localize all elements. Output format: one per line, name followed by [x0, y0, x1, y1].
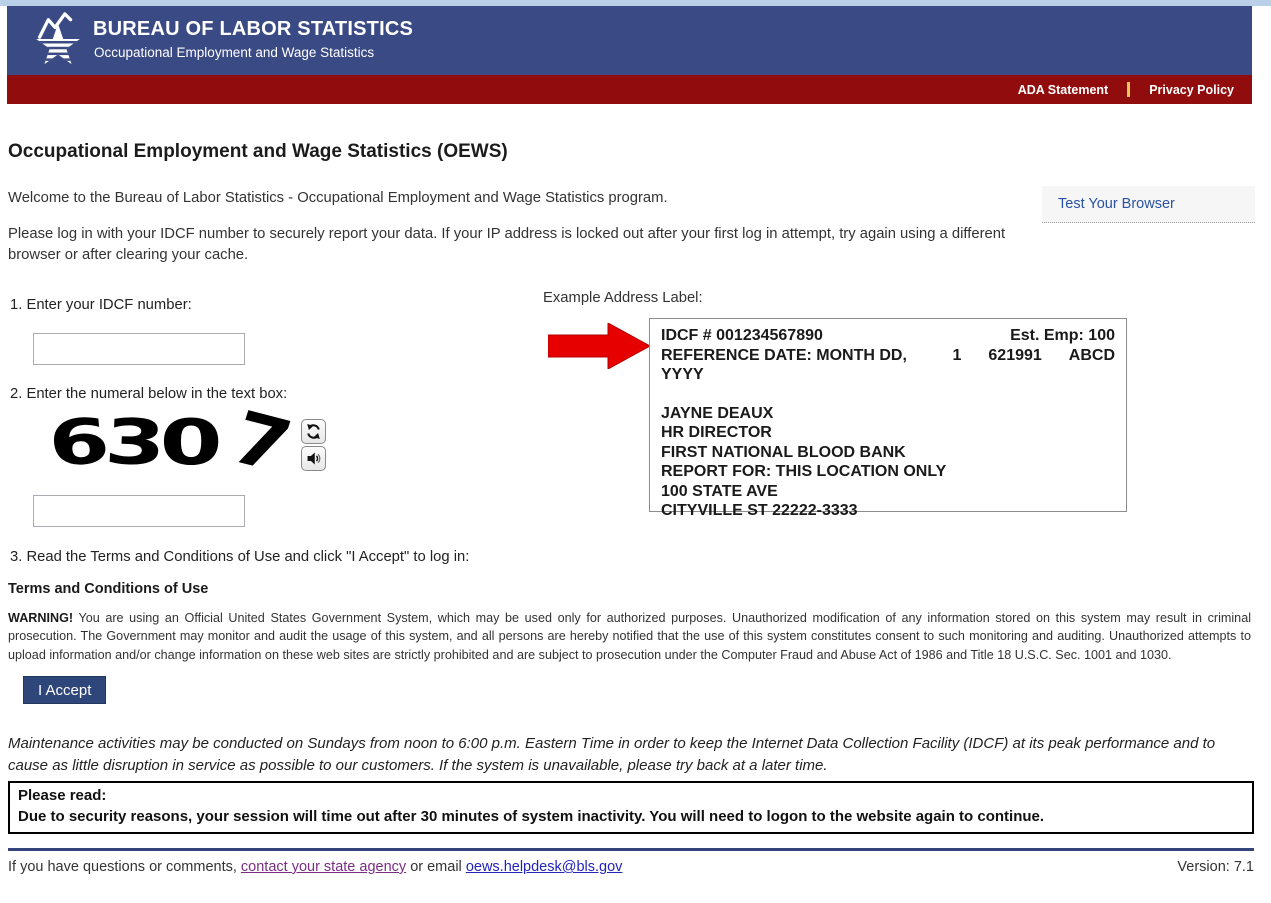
captcha-digit: 0	[159, 407, 223, 479]
test-your-browser-box	[1042, 186, 1255, 223]
example-address-label-caption: Example Address Label:	[543, 290, 703, 306]
privacy-policy-link[interactable]: Privacy Policy	[1149, 82, 1234, 97]
bls-logo	[29, 10, 87, 70]
page-title: Occupational Employment and Wage Statistics (OEWS)	[8, 141, 508, 162]
step3-label: 3. Read the Terms and Conditions of Use and click "I Accept" to log in:	[10, 549, 470, 565]
captcha-digit: 6	[45, 405, 113, 481]
please-read-body: Due to security reasons, your session will time out after 30 minutes of system inactivity. You will need to logon to the website again to continue.	[18, 808, 1045, 825]
speaker-icon	[305, 450, 322, 467]
captcha-audio-button[interactable]	[301, 446, 326, 471]
footer-text-middle: or email	[406, 859, 466, 875]
please-read-title: Please read:	[18, 787, 107, 804]
footer-text-prefix: If you have questions or comments,	[8, 859, 241, 875]
ref-value-2: 621991	[988, 346, 1042, 364]
warning-text: You are using an Official United States Government System, which may be used only for authorized purposes. Unauthorized modification of any information stored on this system may result in criminal prosecution. The Government may monitor and audit the usage of this system, and all persons are hereby notified that the use of this system constitutes consent to such monitoring and auditing. Unauthorized attempts to upload information and/or change information on these web sites are strictly prohibited and are subject to prosecution under the Computer Fraud and Abuse Act of 1986 and Title 18 U.S.C. Sec. 1001 and 1030.	[8, 611, 1251, 662]
ref-value-1: 1	[952, 346, 962, 364]
est-emp-value: Est. Emp: 100	[1010, 327, 1115, 344]
footer	[8, 859, 622, 875]
recipient-line: FIRST NATIONAL BLOOD BANK	[661, 443, 906, 461]
banner-separator	[1127, 82, 1130, 97]
welcome-text: Welcome to the Bureau of Labor Statistics - Occupational Employment and Wage Statistics program.	[8, 190, 668, 206]
contact-state-agency-link[interactable]: contact your state agency	[240, 859, 407, 875]
captcha-digit: 7	[221, 396, 301, 490]
recipient-line: JAYNE DEAUX	[661, 404, 774, 422]
site-subtitle: Occupational Employment and Wage Statistics	[94, 45, 375, 60]
recipient-address-block	[661, 404, 1115, 521]
idcf-number-example: IDCF # 001234567890	[661, 327, 823, 344]
recipient-line: 100 STATE AVE	[661, 482, 778, 500]
ada-statement-link[interactable]: ADA Statement	[1017, 82, 1109, 97]
bls-masthead	[7, 6, 1252, 75]
warning-paragraph	[8, 609, 1251, 664]
reference-values	[952, 346, 1115, 385]
idcf-number-input[interactable]	[33, 333, 245, 365]
test-your-browser-link[interactable]: Test Your Browser	[1058, 196, 1175, 212]
address-idcf-row	[661, 326, 1115, 346]
captcha-refresh-button[interactable]	[301, 419, 326, 444]
captcha-input[interactable]	[33, 495, 245, 527]
example-address-label	[649, 318, 1127, 519]
reference-date-text: REFERENCE DATE: MONTH DD, YYYY	[661, 346, 907, 383]
recipient-line: HR DIRECTOR	[661, 424, 772, 441]
recipient-line: CITYVILLE ST 22222-3333	[661, 502, 858, 519]
i-accept-button[interactable]: I Accept	[23, 676, 106, 704]
helpdesk-email-link[interactable]: oews.helpdesk@bls.gov	[465, 859, 623, 875]
footer-divider	[8, 848, 1254, 851]
refresh-icon	[305, 423, 322, 440]
captcha-digit: 3	[103, 406, 168, 480]
ref-value-3: ABCD	[1068, 346, 1115, 364]
maintenance-notice: Maintenance activities may be conducted on Sundays from noon to 6:00 p.m. Eastern Time in order to keep the Internet Data Collection Facility (IDCF) at its peak performance and to cause as little disruption in service as possible to our customers. If the system is unavailable, please try back at a later time.	[8, 735, 1216, 774]
bls-star-chart-icon	[29, 10, 87, 70]
step2-label: 2. Enter the numeral below in the text box:	[10, 386, 288, 402]
version-label: Version: 7.1	[1177, 859, 1254, 875]
site-title: BUREAU OF LABOR STATISTICS	[93, 18, 414, 40]
step1-label: 1. Enter your IDCF number:	[10, 297, 192, 313]
address-reference-row	[661, 346, 1115, 385]
utility-banner	[7, 75, 1252, 104]
recipient-line: REPORT FOR: THIS LOCATION ONLY	[661, 463, 947, 480]
captcha-image	[45, 396, 304, 490]
session-timeout-notice	[8, 781, 1254, 834]
terms-heading: Terms and Conditions of Use	[8, 581, 209, 597]
warning-bold: WARNING!	[8, 611, 74, 625]
red-arrow-icon	[548, 323, 650, 369]
login-instructions: Please log in with your IDCF number to securely report your data. If your IP address is locked out after your first log in attempt, try again using a different browser or after clearing your cache.	[8, 226, 1006, 263]
